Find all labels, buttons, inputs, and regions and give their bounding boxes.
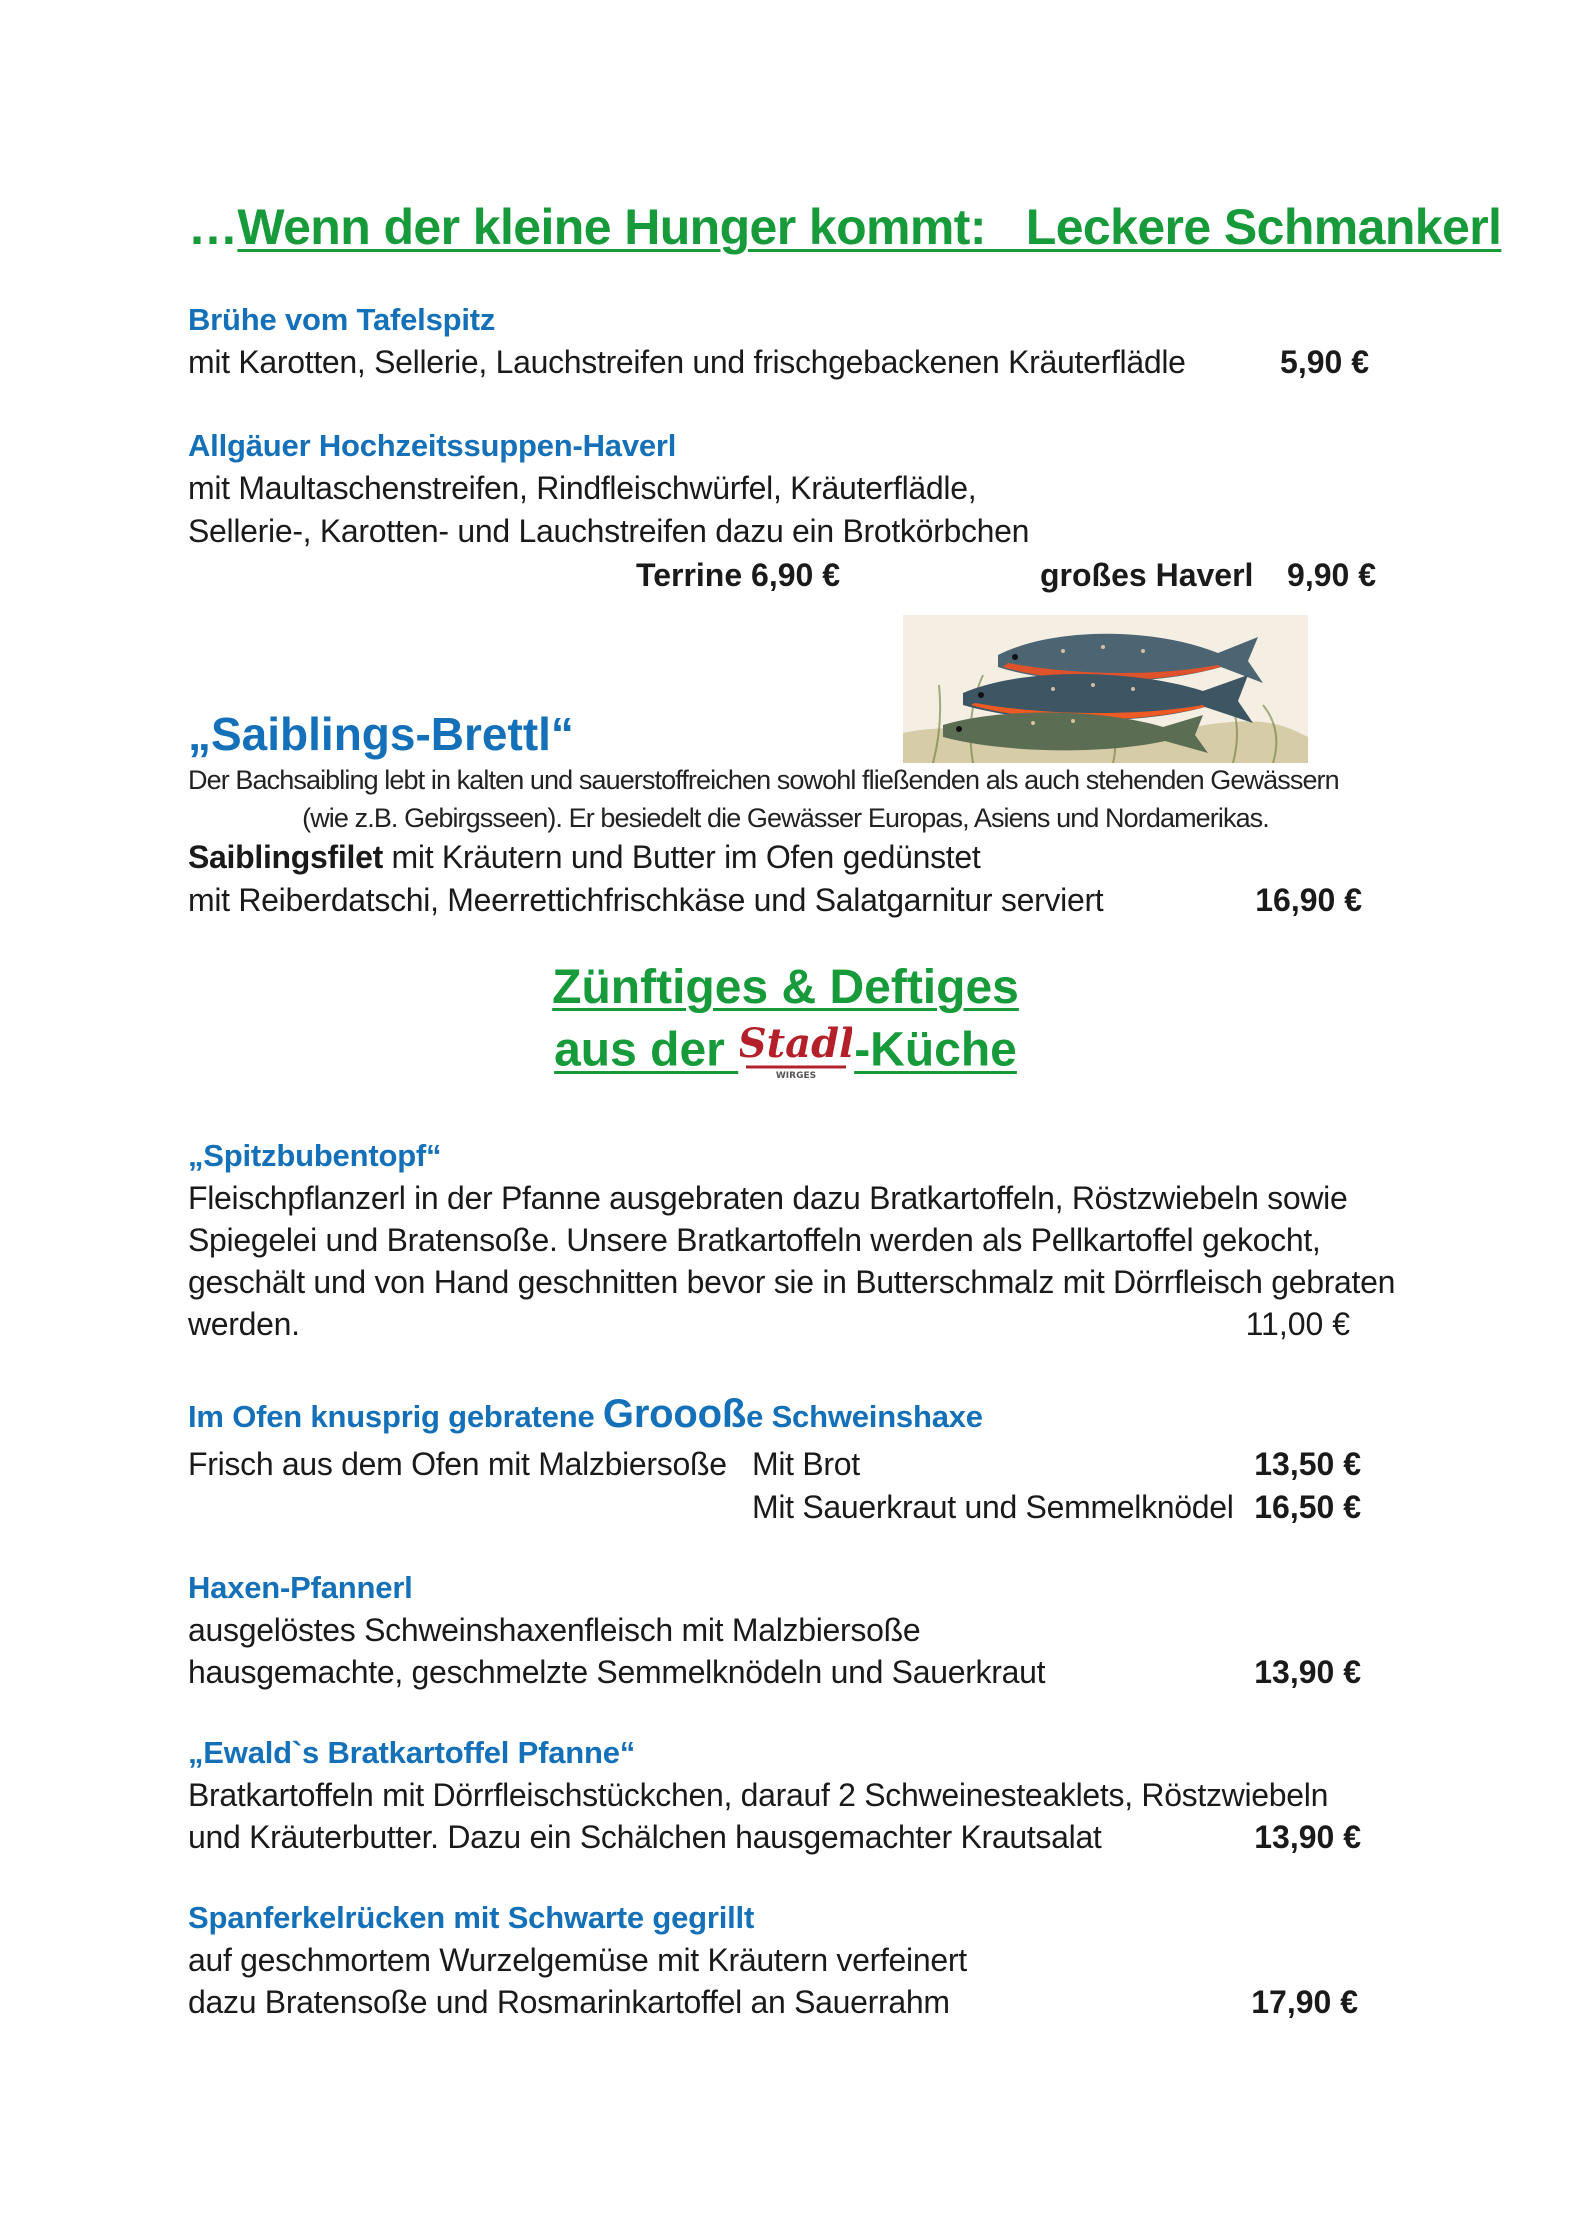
dish-desc-saibling-1: [188, 839, 980, 876]
dish-desc-ewald-2: und Kräuterbutter. Dazu ein Schälchen hausgemachter Krautsalat: [188, 1819, 1102, 1855]
dish-title-bruehe: Brühe vom Tafelspitz: [188, 302, 496, 337]
dish-price-ewald: 13,90 €: [1254, 1819, 1361, 1855]
dish-desc-spitzbuben-3: geschält und von Hand geschnitten bevor sie in Butterschmalz mit Dörrfleisch gebraten: [188, 1264, 1396, 1300]
dish-option-haxe-1: Mit Brot: [752, 1446, 860, 1482]
section-heading-line2-b: -Küche: [854, 1023, 1017, 1077]
dish-title-hochzeit: Allgäuer Hochzeitssuppen-Haverl: [188, 428, 677, 463]
dish-price-pfannerl: 13,90 €: [1254, 1654, 1361, 1690]
dish-desc-spitzbuben-2: Spiegelei und Bratensoße. Unsere Bratkartoffeln werden als Pellkartoffel gekocht,: [188, 1222, 1321, 1258]
dish-desc-haxe: Frisch aus dem Ofen mit Malzbiersoße: [188, 1446, 727, 1482]
dish-desc-pfannerl-1: ausgelöstes Schweinshaxenfleisch mit Malzbiersoße: [188, 1612, 921, 1648]
section-heading-line1: Zünftiges & Deftiges: [552, 961, 1019, 1014]
dish-price-spanferkel: 17,90 €: [1251, 1984, 1358, 2020]
dish-desc-spitzbuben-1: Fleischpflanzerl in der Pfanne ausgebraten dazu Bratkartoffeln, Röstzwiebeln sowie: [188, 1180, 1348, 1216]
dish-title-haxe-big: Groooß: [602, 1392, 747, 1436]
heading-text: Wenn der kleine Hunger kommt: Leckere Schmankerl: [237, 199, 1502, 255]
dish-desc-pfannerl-2: hausgemachte, geschmelzte Semmelknödeln und Sauerkraut: [188, 1654, 1046, 1690]
dish-desc-spanferkel-1: auf geschmortem Wurzelgemüse mit Kräutern verfeinert: [188, 1942, 967, 1978]
dish-title-haxe-a: Im Ofen knusprig gebratene: [188, 1399, 603, 1434]
dish-price-haxe-2: 16,50 €: [1254, 1489, 1361, 1525]
dish-label-gross: großes Haverl: [1040, 557, 1254, 593]
stadl-logo: [740, 1017, 852, 1081]
dish-price-bruehe: 5,90 €: [1280, 344, 1369, 380]
fish-illustration: [903, 615, 1308, 763]
dish-desc-saibling-1-rest: mit Kräutern und Butter im Ofen gedünstet: [382, 839, 981, 875]
dish-desc-hochzeit-2: Sellerie-, Karotten- und Lauchstreifen dazu ein Brotkörbchen: [188, 513, 1030, 549]
dish-title-ewald: „Ewald`s Bratkartoffel Pfanne“: [188, 1735, 636, 1770]
dish-desc-saibling-2: mit Reiberdatschi, Meerrettichfrischkäse und Salatgarnitur serviert: [188, 882, 1104, 918]
dish-price-terrine: Terrine 6,90 €: [636, 557, 840, 593]
section-heading-line2: [0, 1021, 1571, 1085]
dish-bold-saibling: Saiblingsfilet: [188, 839, 383, 875]
dish-note-saibling-1: Der Bachsaibling lebt in kalten und sauerstoffreichen sowohl fließenden als auch stehenden Gewässern: [188, 765, 1339, 795]
page-title: [188, 198, 1501, 256]
dish-desc-ewald-1: Bratkartoffeln mit Dörrfleischstückchen, darauf 2 Schweinesteaklets, Röstzwiebeln: [188, 1777, 1329, 1813]
dish-note-saibling-2: (wie z.B. Gebirgsseen). Er besiedelt die Gewässer Europas, Asiens und Nordamerikas.: [302, 803, 1269, 833]
dish-desc-bruehe: mit Karotten, Sellerie, Lauchstreifen und frischgebackenen Kräuterflädle: [188, 344, 1186, 380]
dish-title-pfannerl: Haxen-Pfannerl: [188, 1570, 413, 1605]
dish-price-saibling: 16,90 €: [1255, 882, 1362, 918]
dish-price-gross: 9,90 €: [1287, 557, 1376, 593]
dish-desc-hochzeit-1: mit Maultaschenstreifen, Rindfleischwürfel, Kräuterflädle,: [188, 470, 977, 506]
stadl-logo-sub: WIRGES: [776, 1071, 817, 1081]
dish-title-haxe: [188, 1392, 983, 1437]
dish-option-haxe-2: Mit Sauerkraut und Semmelknödel: [752, 1489, 1234, 1525]
stadl-logo-word: Stadl: [740, 1020, 853, 1067]
section-heading-line2-a: aus der: [554, 1023, 739, 1077]
dish-price-haxe-1: 13,50 €: [1254, 1446, 1361, 1482]
dish-title-saibling: „Saiblings-Brettl“: [188, 708, 574, 760]
heading-prefix: …: [188, 199, 238, 255]
dish-title-spanferkel: Spanferkelrücken mit Schwarte gegrillt: [188, 1900, 755, 1935]
section-heading-deftiges: [0, 960, 1571, 1085]
dish-title-haxe-b: e Schweinshaxe: [746, 1399, 983, 1434]
dish-desc-spanferkel-2: dazu Bratensoße und Rosmarinkartoffel an Sauerrahm: [188, 1984, 950, 2020]
dish-price-spitzbuben: 11,00 €: [1245, 1306, 1350, 1342]
dish-desc-spitzbuben-4: werden.: [188, 1306, 300, 1342]
dish-title-spitzbuben: „Spitzbubentopf“: [188, 1138, 442, 1173]
